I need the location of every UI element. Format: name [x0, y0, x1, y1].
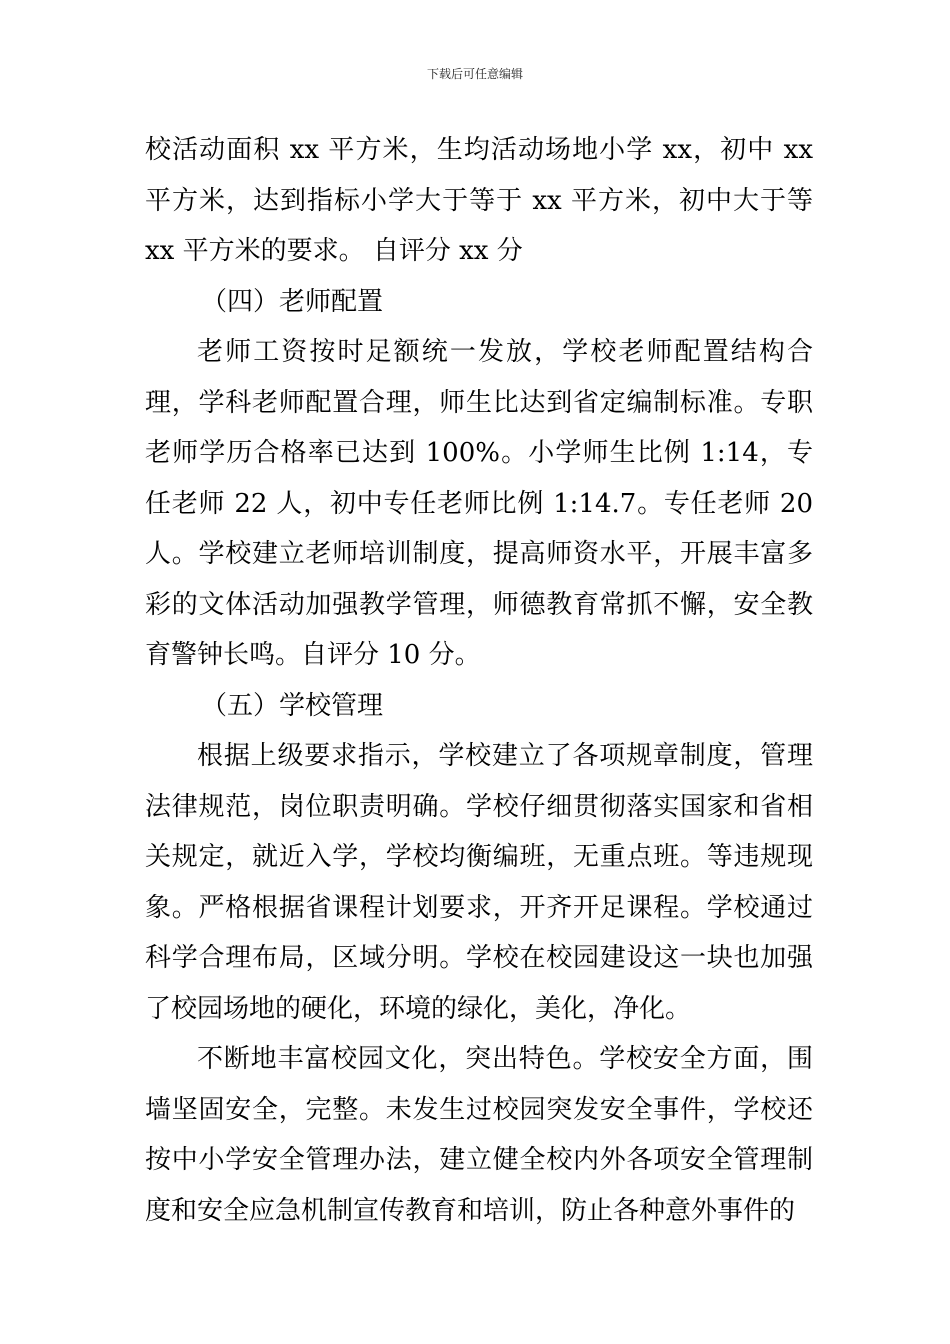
- paragraph-activity-area: 校活动面积 xx 平方米，生均活动场地小学 xx，初中 xx 平方米，达到指标小学大于等于 xx 平方米，初中大于等 xx 平方米的要求。 自评分 xx 分: [145, 135, 813, 266]
- section-heading-school-management: （五）学校管理: [201, 690, 384, 721]
- paragraph-teacher-allocation: 老师工资按时足额统一发放，学校老师配置结构合理，学科老师配置合理，师生比达到省定编制标准。专职老师学历合格率已达到 100%。小学师生比例 1:14，专任老师 22 人，初中专任老师比例 1:14.7。专任老师 20 人。学校建立老师培训制度，提高师资水平，开展丰富多彩的文体活动加强教学管理，师德教育常抓不懈，安全教育警钟长鸣。自评分 10 分。: [145, 337, 813, 670]
- document-body: [145, 125, 813, 1236]
- page-header: 下载后可任意编辑: [426, 67, 523, 81]
- paragraph-school-management: 根据上级要求指示，学校建立了各项规章制度，管理法律规范，岗位职责明确。学校仔细贯彻落实国家和省相关规定，就近入学，学校均衡编班，无重点班。等违规现象。严格根据省课程计划要求，开齐开足课程。学校通过科学合理布局，区域分明。学校在校园建设这一块也加强了校园场地的硬化，环境的绿化，美化，净化。: [145, 741, 813, 1024]
- paragraph-campus-culture-safety: 不断地丰富校园文化，突出特色。学校安全方面，围墙坚固安全，完整。未发生过校园突发安全事件，学校还按中小学安全管理办法，建立健全校内外各项安全管理制度和安全应急机制宣传教育和培训，防止各种意外事件的: [145, 1044, 813, 1226]
- section-heading-teacher-allocation: （四）老师配置: [201, 286, 384, 317]
